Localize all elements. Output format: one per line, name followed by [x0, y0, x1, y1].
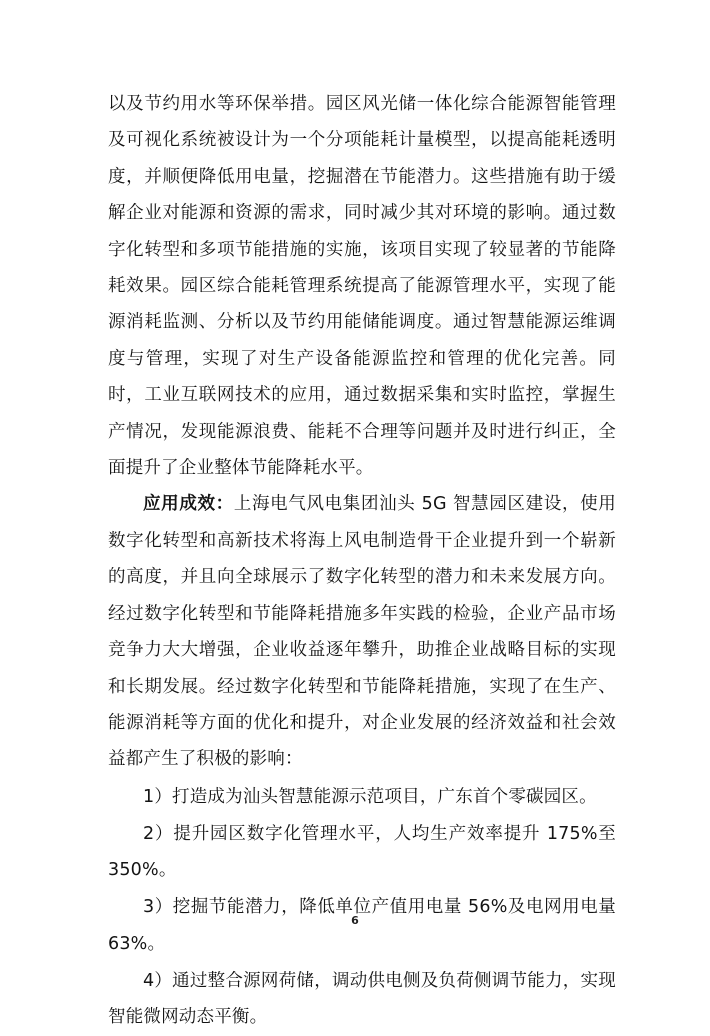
page-number: 6 — [351, 914, 359, 927]
paragraph-body: 上海电气风电集团汕头 5G 智慧园区建设，使用数字化转型和高新技术将海上风电制造骨干企业提升到一个崭新的高度，并且向全球展示了数字化转型的潜力和未来发展方向。经过数字化转型和节能降耗措施多年实践的检验，企业产品市场竞争力大大增强，企业收益逐年攀升，助推企业战略目标的实现和长期发展。经过数字化转型和节能降耗措施，实现了在生产、能源消耗等方面的优化和提升，对企业发展的经济效益和社会效益都产生了积极的影响： — [108, 494, 617, 770]
paragraph-application-results — [108, 486, 616, 777]
paragraph-lead-label: 应用成效： — [143, 494, 234, 515]
list-item: 2）提升园区数字化管理水平，人均生产效率提升 175%至 350%。 — [108, 823, 616, 881]
list-item: 3）挖掘节能潜力，降低单位产值用电量 56%及电网用电量 63%。 — [108, 897, 616, 954]
list-item: 4）通过整合源网荷储，调动供电侧及负荷侧调节能力，实现智能微网动态平衡。 — [108, 970, 616, 1028]
paragraph-energy-measures: 以及节约用水等环保举措。园区风光储一体化综合能源智能管理及可视化系统被设计为一个分项能耗计量模型，以提高能耗透明度，并顺便降低用电量，挖掘潜在节能潜力。这些措施有助于缓解企业对能源和资源的需求，同时减少其对环境的影响。通过数字化转型和多项节能措施的实施，该项目实现了较显著的节能降耗效果。园区综合能耗管理系统提高了能源管理水平，实现了能源消耗监测、分析以及节约用能储能调度。通过智慧能源运维调度与管理，实现了对生产设备能源监控和管理的优化完善。同时，工业互联网技术的应用，通过数据采集和实时监控，掌握生产情况，发现能源浪费、能耗不合理等问题并及时进行纠正，全面提升了企业整体节能降耗水平。 — [108, 94, 616, 479]
list-item: 1）打造成为汕头智慧能源示范项目，广东首个零碳园区。 — [143, 786, 597, 807]
body-text — [108, 86, 616, 1036]
